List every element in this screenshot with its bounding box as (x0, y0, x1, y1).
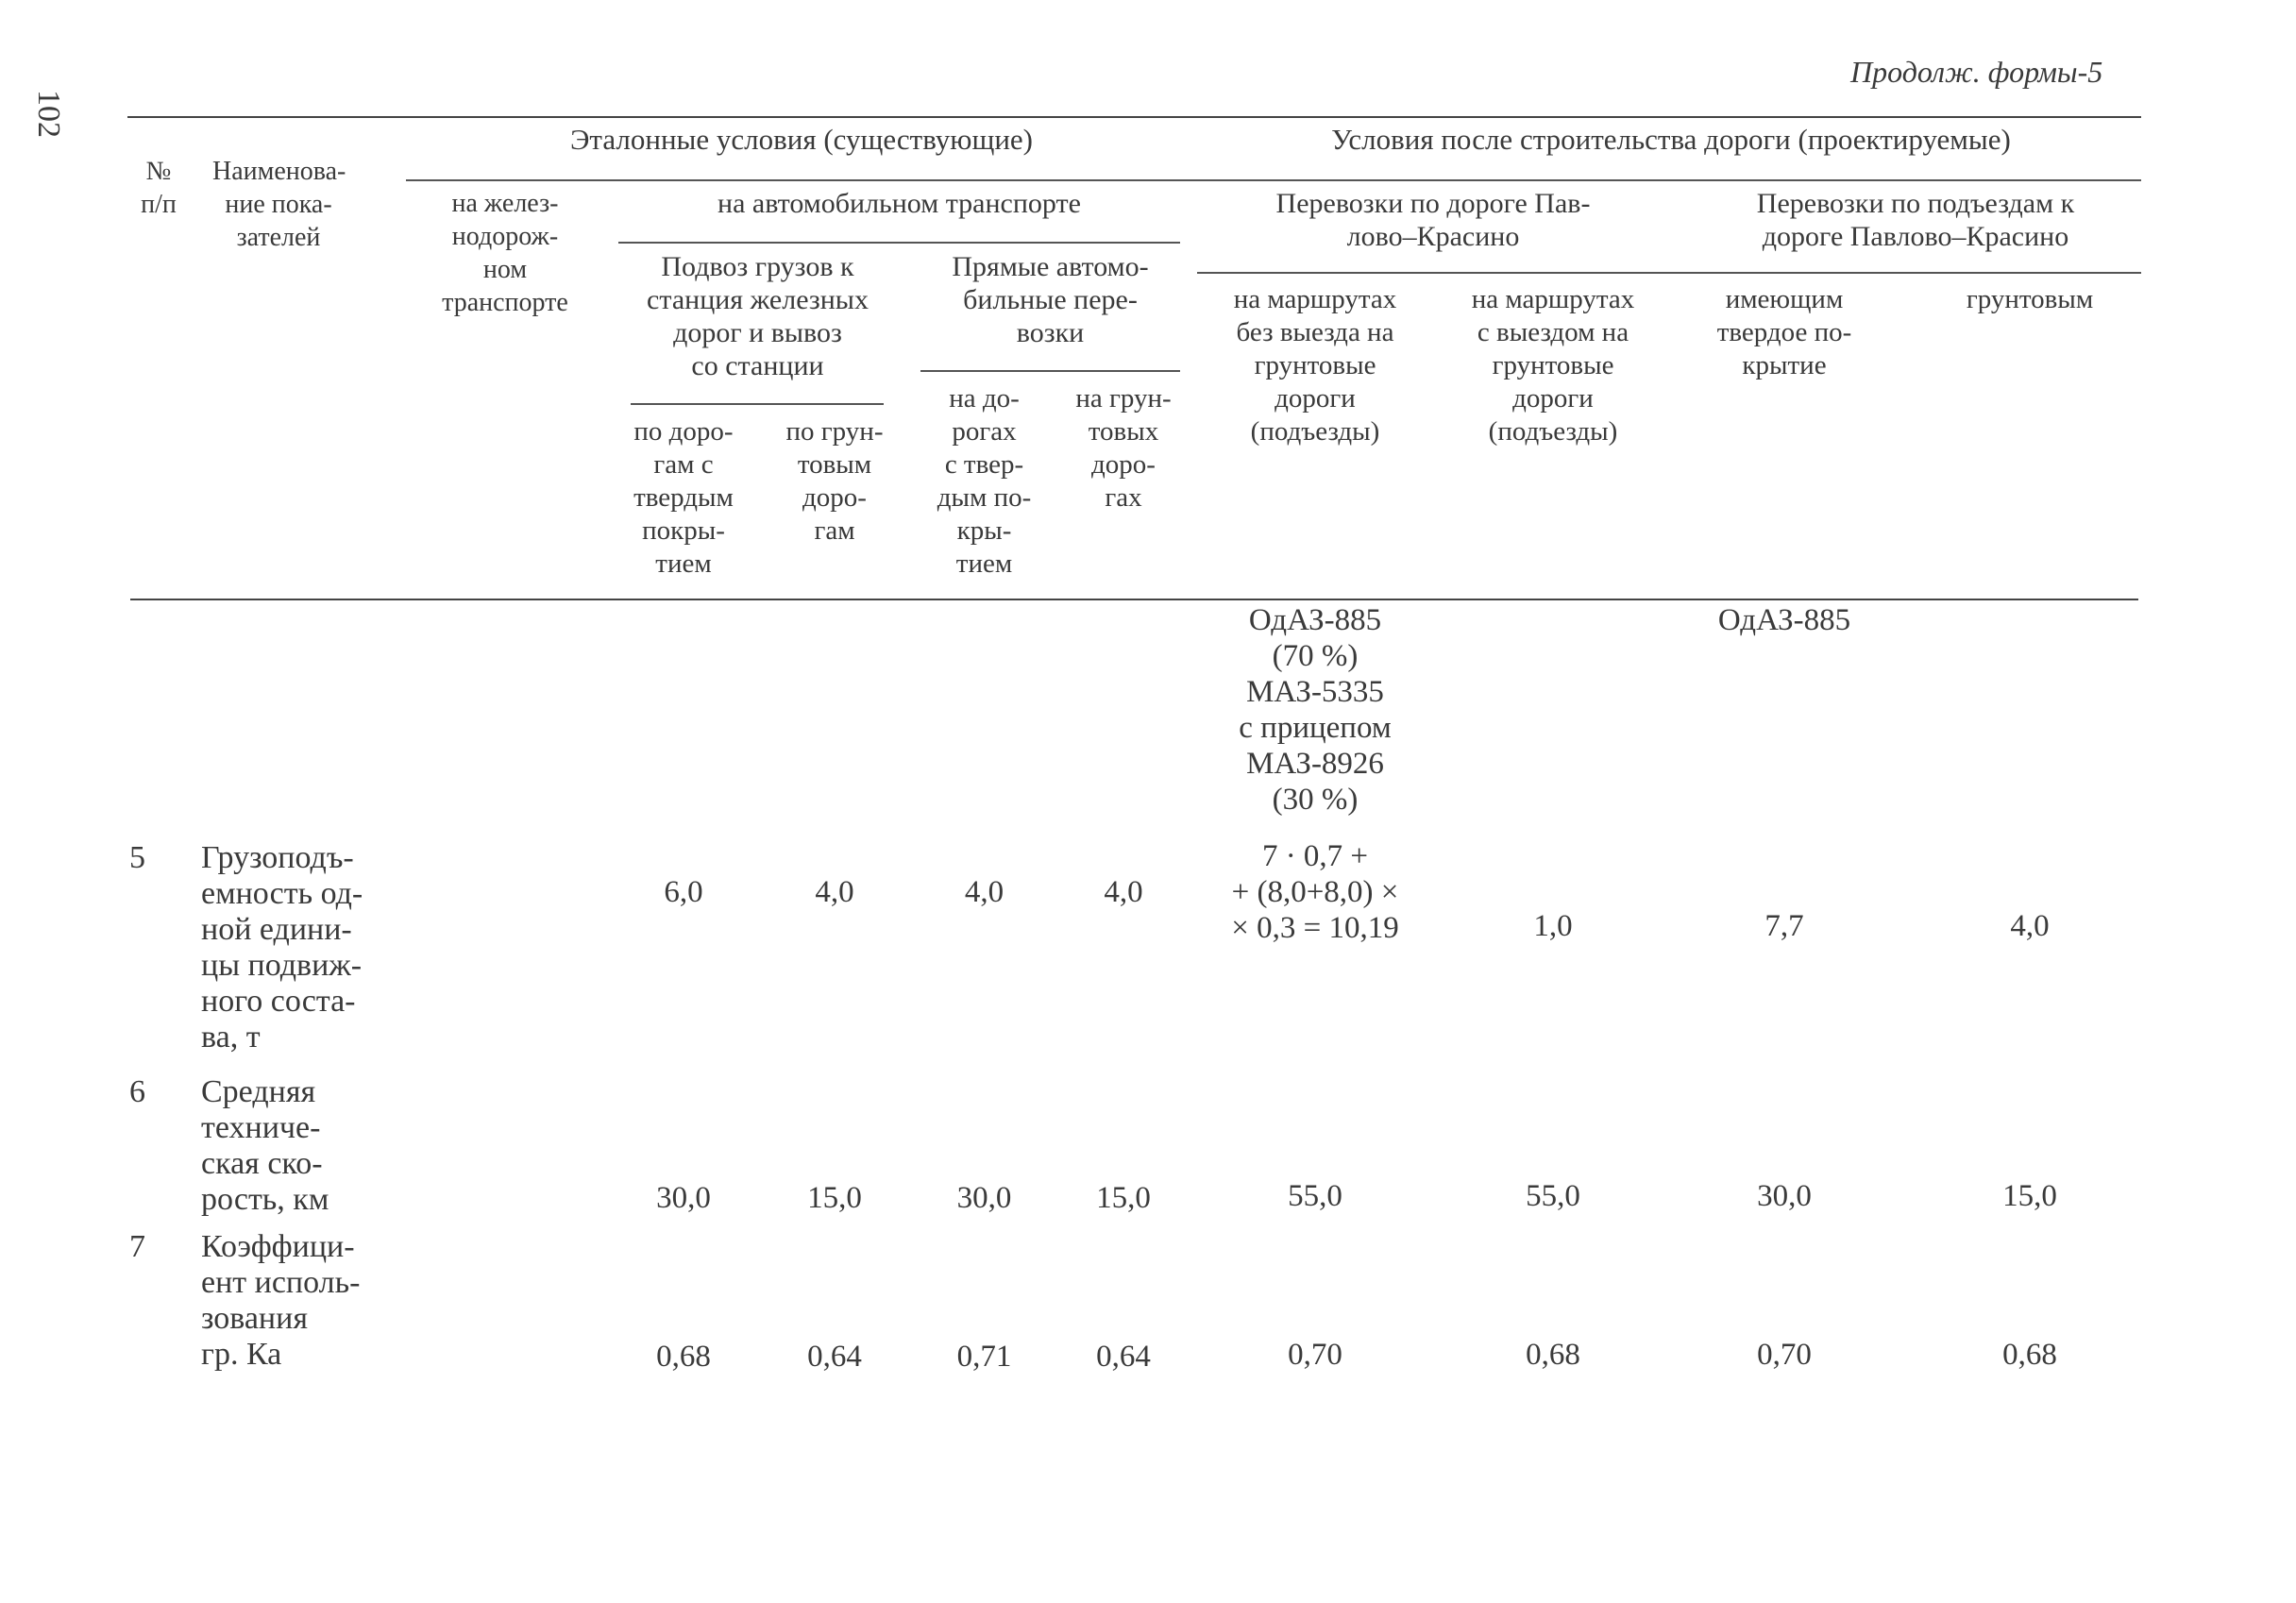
row-6-v8: 15,0 (2002, 1179, 2057, 1213)
header-pryamye: Прямые автомо- бильные пере- возки (952, 251, 1149, 348)
row-5-v2: 4,0 (815, 875, 854, 909)
header-projected: Условия после строительства дороги (проектируемые) (1331, 123, 2011, 156)
row-7-v5: 0,70 (1288, 1338, 1342, 1372)
row-5-v1: 6,0 (664, 875, 703, 909)
row-6-v3: 30,0 (956, 1181, 1012, 1215)
row-6-v2: 15,0 (807, 1181, 862, 1215)
header-po-grunt: по грун- товым доро- гам (785, 416, 884, 546)
header-num: № п/п (141, 157, 177, 219)
row-7-v2: 0,64 (807, 1340, 862, 1374)
rule-under-podvoz (631, 403, 884, 405)
row-7-v3: 0,71 (956, 1340, 1012, 1374)
header-auto: на автомобильном транспорте (718, 188, 1081, 219)
row-5-v8: 4,0 (2010, 909, 2050, 943)
header-rail: на желез- нодорож- ном транспорте (442, 189, 568, 317)
header-etalon: Эталонные условия (существующие) (569, 123, 1034, 156)
header-bottom-rule (130, 599, 2138, 600)
header-doroga: Перевозки по дороге Пав- лово–Красино (1275, 188, 1591, 252)
header-tverdoe: имеющим твердое по- крытие (1716, 284, 1852, 380)
page-number: 102 (31, 90, 66, 138)
row-7-v7: 0,70 (1757, 1338, 1812, 1372)
row-7-v1: 0,68 (656, 1340, 711, 1374)
top-rule (127, 116, 2141, 118)
form-continuation-note: Продолж. формы-5 (1850, 55, 2103, 89)
rule-under-pryamye (920, 370, 1180, 372)
row-6-name: Средняя техниче- ская ско- рость, км (201, 1074, 329, 1217)
row-5-num: 5 (129, 840, 145, 875)
header-na-grunt: на грун- товых доро- гах (1075, 383, 1172, 513)
row-6-v7: 30,0 (1757, 1179, 1812, 1213)
row-7-v8: 0,68 (2002, 1338, 2057, 1372)
row-7-v6: 0,68 (1526, 1338, 1580, 1372)
row-6-num: 6 (129, 1074, 145, 1109)
header-podvoz: Подвоз грузов к станция железных дорог и вывоз со станции (647, 251, 869, 381)
vehicles-bez-vyezda: ОдАЗ-885 (70 %) МАЗ-5335 с прицепом МАЗ-8926 (30 %) (1239, 603, 1392, 817)
row-6-v5: 55,0 (1288, 1179, 1342, 1213)
vehicles-tverdoe: ОдАЗ-885 (1717, 603, 1851, 637)
header-gruntovym: грунтовым (1966, 284, 2094, 314)
row-5-v6: 1,0 (1533, 909, 1573, 943)
rule-under-auto (618, 242, 1180, 244)
row-5-v4: 4,0 (1104, 875, 1143, 909)
rule-under-projected (1197, 179, 2141, 181)
header-po-tverd: по доро- гам с твердым покры- тием (633, 416, 734, 579)
row-6-v4: 15,0 (1096, 1181, 1151, 1215)
row-7-num: 7 (129, 1229, 145, 1264)
row-5-name: Грузоподъ- емность од- ной едини- цы подвиж- ного соста- ва, т (201, 840, 363, 1055)
row-5-v5: 7 · 0,7 + + (8,0+8,0) × × 0,3 = 10,19 (1231, 839, 1399, 945)
row-5-v7: 7,7 (1764, 909, 1804, 943)
header-podezdy: Перевозки по подъездам к дороге Павлово–Красино (1756, 188, 2075, 252)
row-6-v1: 30,0 (656, 1181, 711, 1215)
row-5-v3: 4,0 (964, 875, 1004, 909)
row-7-name: Коэффици- ент исполь- зования гр. Ка (201, 1229, 361, 1372)
header-na-tverd: на до- рогах с твер- дым по- кры- тием (937, 383, 1032, 579)
header-bez-vyezda: на маршрутах без выезда на грунтовые дороги (подъезды) (1233, 284, 1397, 447)
row-7-v4: 0,64 (1096, 1340, 1151, 1374)
rule-under-doroga (1197, 272, 2141, 274)
row-6-v6: 55,0 (1526, 1179, 1580, 1213)
header-name: Наименова- ние пока- зателей (212, 157, 346, 252)
header-s-vyezdom: на маршрутах с выездом на грунтовые дороги (подъезды) (1471, 284, 1635, 447)
rule-under-etalon (406, 179, 1197, 181)
